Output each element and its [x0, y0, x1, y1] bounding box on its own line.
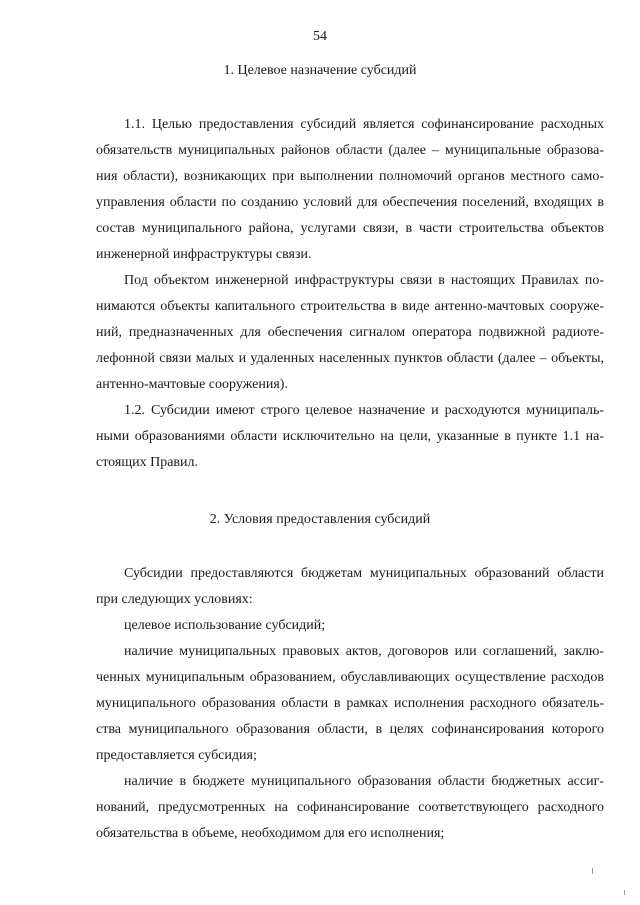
section-2-line-2: при следующих условиях:	[96, 592, 253, 607]
section-2-line-3: целевое использование субсидий;	[124, 618, 326, 633]
section-1-line-8: нимаются объекты капитального строительства в виде антенно-мачтовых сооруже-	[96, 299, 604, 314]
section-2-line-6: муниципального образования области в рамках исполнения расходного обязатель-	[96, 696, 604, 711]
section-1-line-12: 1.2. Субсидии имеют строго целевое назначение и расходуются муниципаль-	[124, 403, 604, 418]
section-2-line-9: наличие в бюджете муниципального образования области бюджетных ассиг-	[124, 774, 604, 789]
section-1-line-10: лефонной связи малых и удаленных населенных пунктов области (далее – объекты,	[96, 351, 604, 366]
section-2-line-10: нований, предусмотренных на софинансирование соответствующего расходного	[96, 800, 604, 815]
section-2-line-4: наличие муниципальных правовых актов, договоров или соглашений, заклю-	[124, 644, 604, 659]
section-1-heading: 1. Целевое назначение субсидий	[223, 63, 417, 78]
section-2-line-5: ченных муниципальным образованием, обуславливающих осуществление расходов	[96, 670, 604, 685]
section-2-line-7: ства муниципального образования области, в целях софинансирования которого	[96, 722, 604, 737]
section-1-line-7: Под объектом инженерной инфраструктуры связи в настоящих Правилах по-	[124, 273, 604, 288]
section-1-line-5: состав муниципального района, услугами связи, в части строительства объектов	[96, 221, 604, 236]
section-1-line-2: обязательств муниципальных районов области (далее – муниципальные образова-	[96, 143, 604, 158]
section-1-line-14: стоящих Правил.	[96, 455, 199, 470]
scan-speck	[592, 868, 593, 874]
section-1-line-4: управления области по созданию условий для обеспечения поселений, входящих в	[96, 195, 604, 210]
section-1-line-3: ния области), возникающих при выполнении полномочий органов местного само-	[96, 169, 604, 184]
section-2-line-8: предоставляется субсидия;	[96, 748, 257, 763]
section-1-line-9: ний, предназначенных для обеспечения сигналом оператора подвижной радиоте-	[96, 325, 604, 340]
scan-speck	[624, 890, 625, 895]
section-2-line-1: Субсидии предоставляются бюджетам муниципальных образований области	[124, 566, 604, 581]
page-number: 54	[313, 29, 327, 44]
section-1-line-13: ными образованиями области исключительно на цели, указанные в пункте 1.1 на-	[96, 429, 604, 444]
section-2-heading: 2. Условия предоставления субсидий	[209, 512, 431, 527]
section-2-line-11: обязательства в объеме, необходимом для его исполнения;	[96, 826, 445, 841]
section-1-line-11: антенно-мачтовые сооружения).	[96, 377, 288, 392]
section-1-line-6: инженерной инфраструктуры связи.	[96, 247, 312, 262]
section-1-line-1: 1.1. Целью предоставления субсидий является софинансирование расходных	[124, 117, 604, 132]
